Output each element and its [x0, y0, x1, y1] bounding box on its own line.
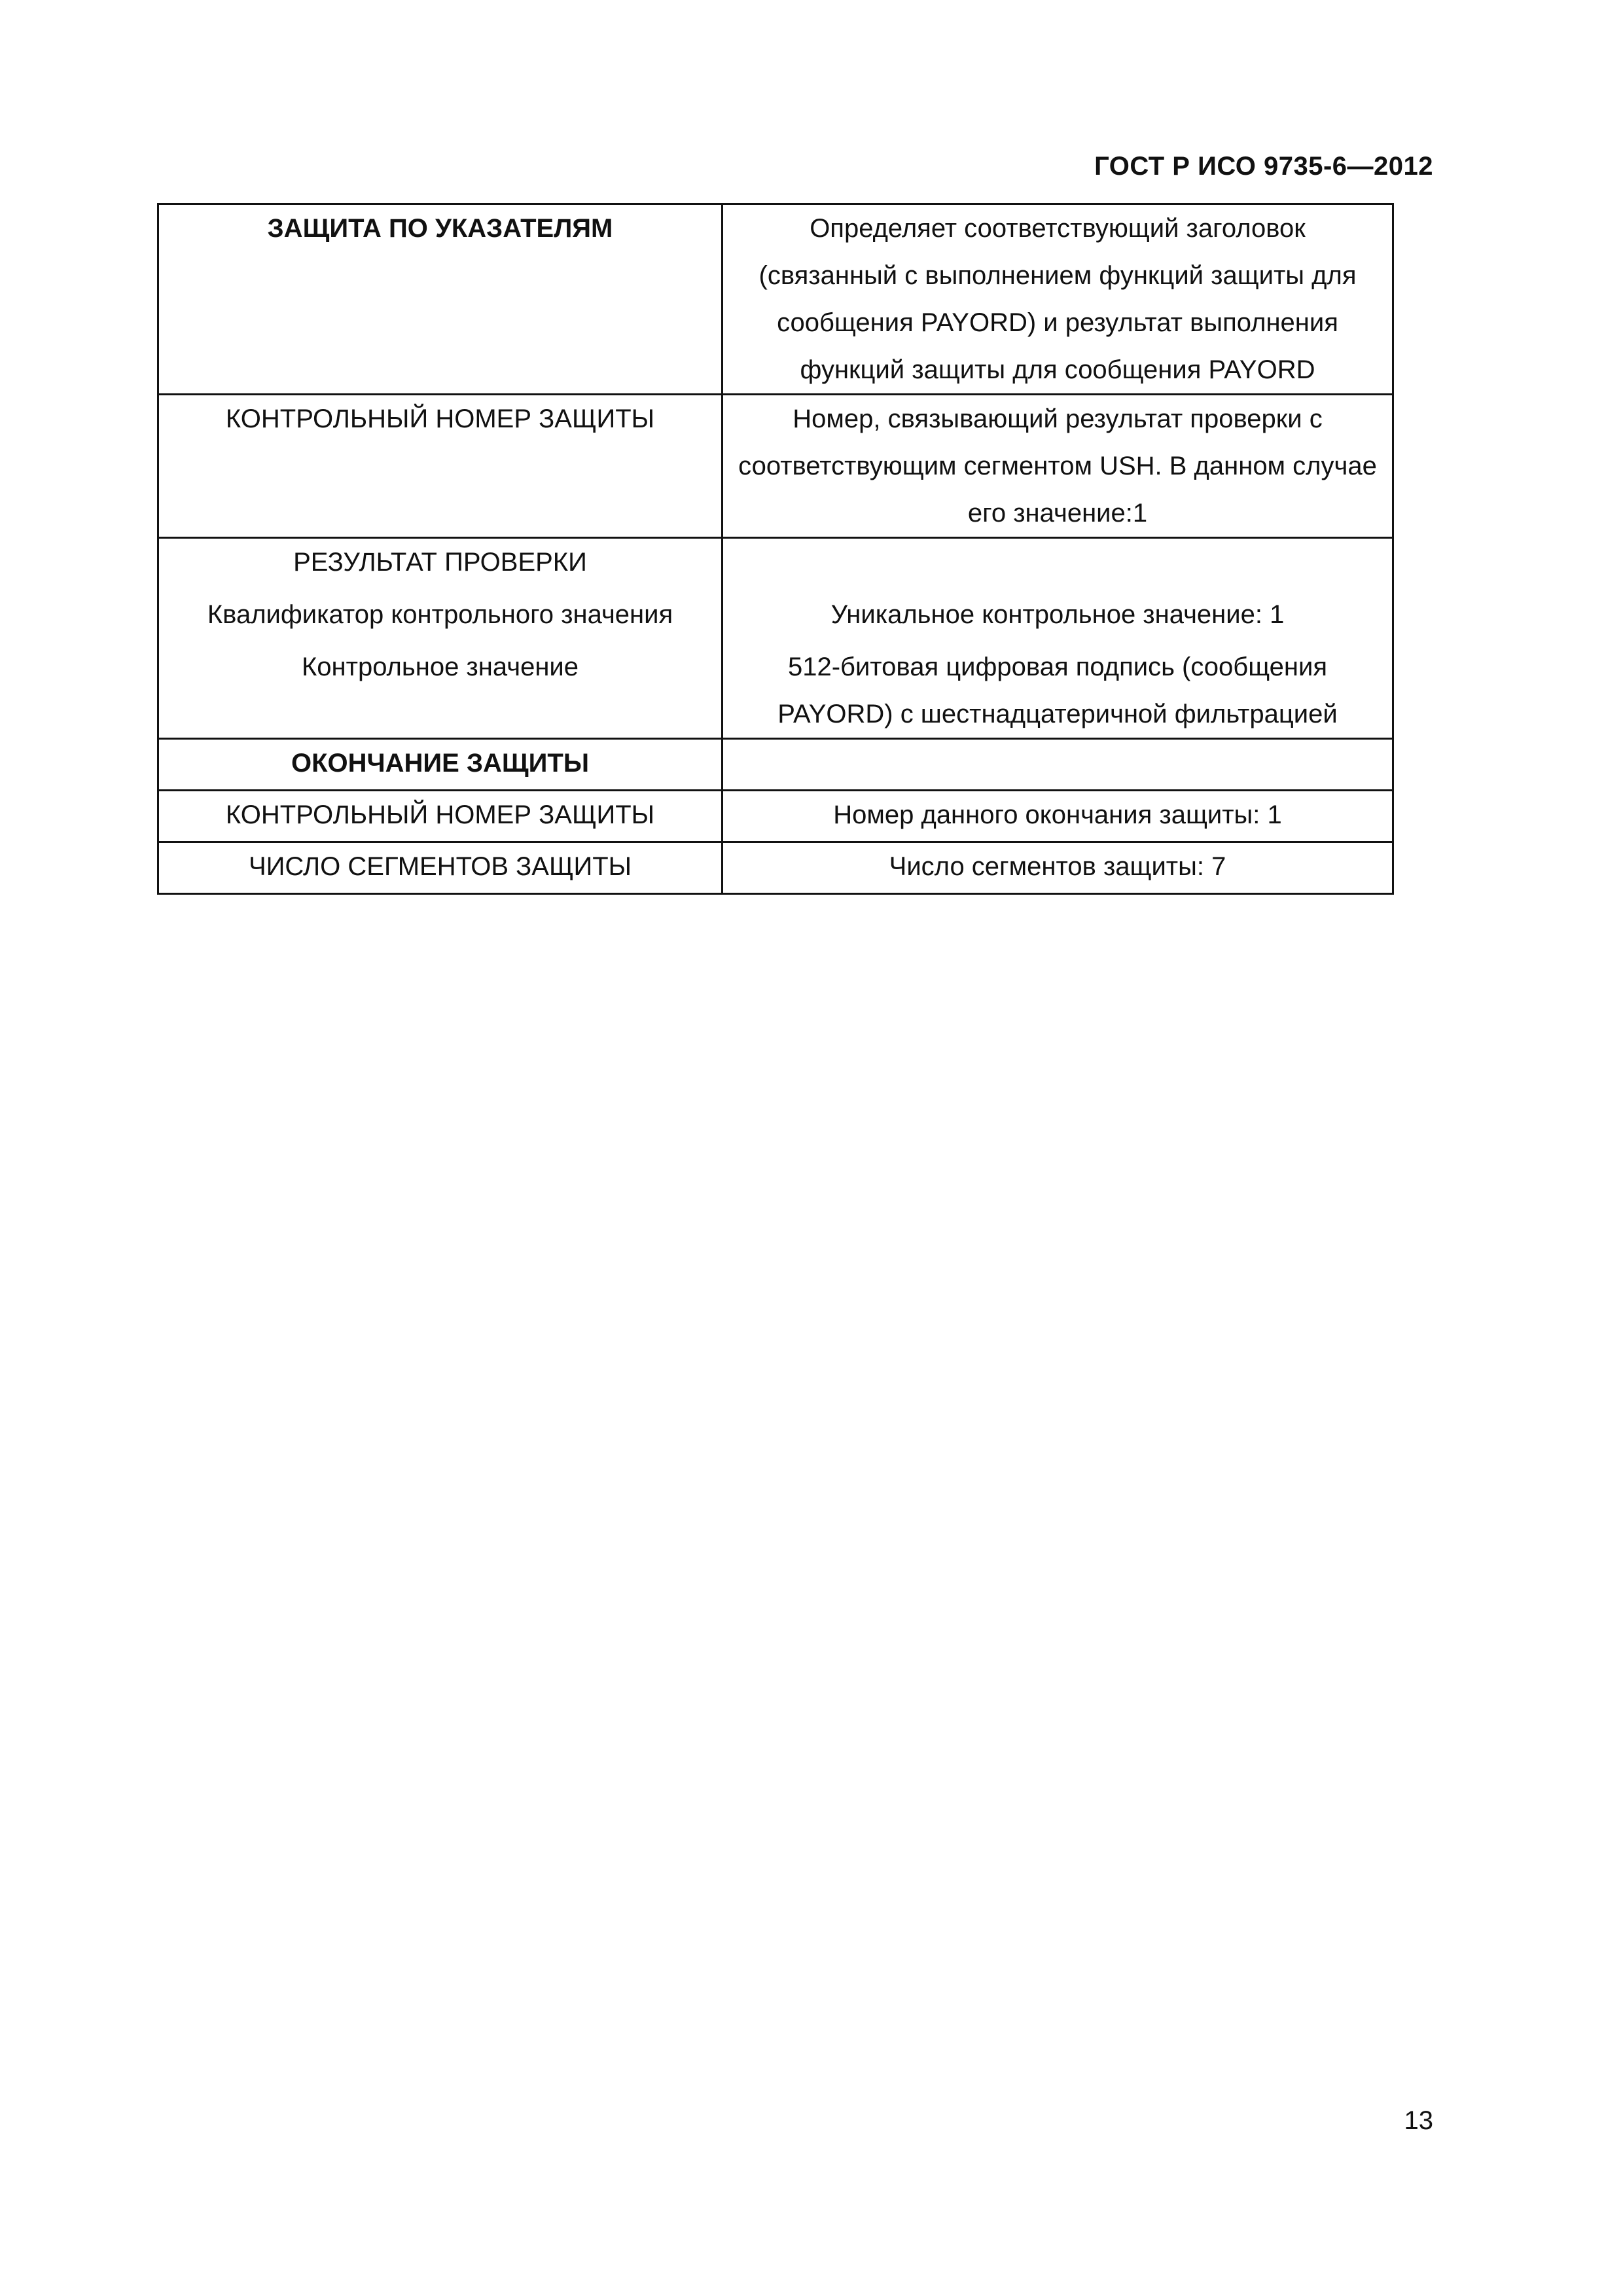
table-row	[158, 395, 1393, 538]
cell-line-empty	[728, 539, 1387, 586]
cell-line: РЕЗУЛЬТАТ ПРОВЕРКИ	[293, 548, 587, 577]
table-cell-description	[722, 791, 1393, 842]
cell-line: ЧИСЛО СЕГМЕНТОВ ЗАЩИТЫ	[248, 852, 632, 881]
cell-line: PAYORD) с шестнадцатеричной фильтрацией	[777, 700, 1338, 728]
table-cell-description	[722, 739, 1393, 791]
cell-line: Определяет соответствующий заголовок	[810, 214, 1306, 243]
table-cell-name	[158, 395, 722, 538]
table-cell-description	[722, 538, 1393, 739]
security-segments-table	[157, 203, 1394, 895]
table-row	[158, 538, 1393, 739]
cell-line: сообщения PAYORD) и результат выполнения	[777, 308, 1338, 337]
cell-line: его значение:1	[967, 499, 1148, 528]
cell-line: Квалификатор контрольного значения	[207, 600, 673, 629]
cell-line: функций защиты для сообщения PAYORD	[800, 355, 1315, 384]
cell-line: ОКОНЧАНИЕ ЗАЩИТЫ	[291, 749, 589, 778]
cell-line: КОНТРОЛЬНЫЙ НОМЕР ЗАЩИТЫ	[225, 404, 655, 433]
table-row	[158, 842, 1393, 894]
cell-line: Число сегментов защиты: 7	[889, 852, 1226, 881]
cell-line: соответствующим сегментом USH. В данном случае	[738, 452, 1377, 480]
table-cell-name	[158, 791, 722, 842]
cell-line: Контрольное значение	[301, 653, 579, 681]
table-cell-name	[158, 538, 722, 739]
table-cell-name	[158, 842, 722, 894]
table-cell-description	[722, 395, 1393, 538]
cell-line: 512-битовая цифровая подпись (сообщения	[787, 653, 1328, 681]
cell-line: Уникальное контрольное значение: 1	[830, 600, 1285, 629]
cell-line: (связанный с выполнением функций защиты для	[758, 261, 1357, 290]
cell-line: Номер данного окончания защиты: 1	[833, 800, 1282, 829]
cell-line: КОНТРОЛЬНЫЙ НОМЕР ЗАЩИТЫ	[225, 800, 655, 829]
document-code: ГОСТ Р ИСО 9735-6—2012	[1094, 152, 1433, 181]
table-row	[158, 204, 1393, 395]
table-cell-name	[158, 204, 722, 395]
page-number: 13	[1404, 2106, 1433, 2135]
cell-line: Номер, связывающий результат проверки с	[793, 404, 1323, 433]
table-cell-description	[722, 204, 1393, 395]
table-cell-description	[722, 842, 1393, 894]
table-row	[158, 739, 1393, 791]
table-cell-name	[158, 739, 722, 791]
table-row	[158, 791, 1393, 842]
cell-line: ЗАЩИТА ПО УКАЗАТЕЛЯМ	[267, 214, 613, 243]
